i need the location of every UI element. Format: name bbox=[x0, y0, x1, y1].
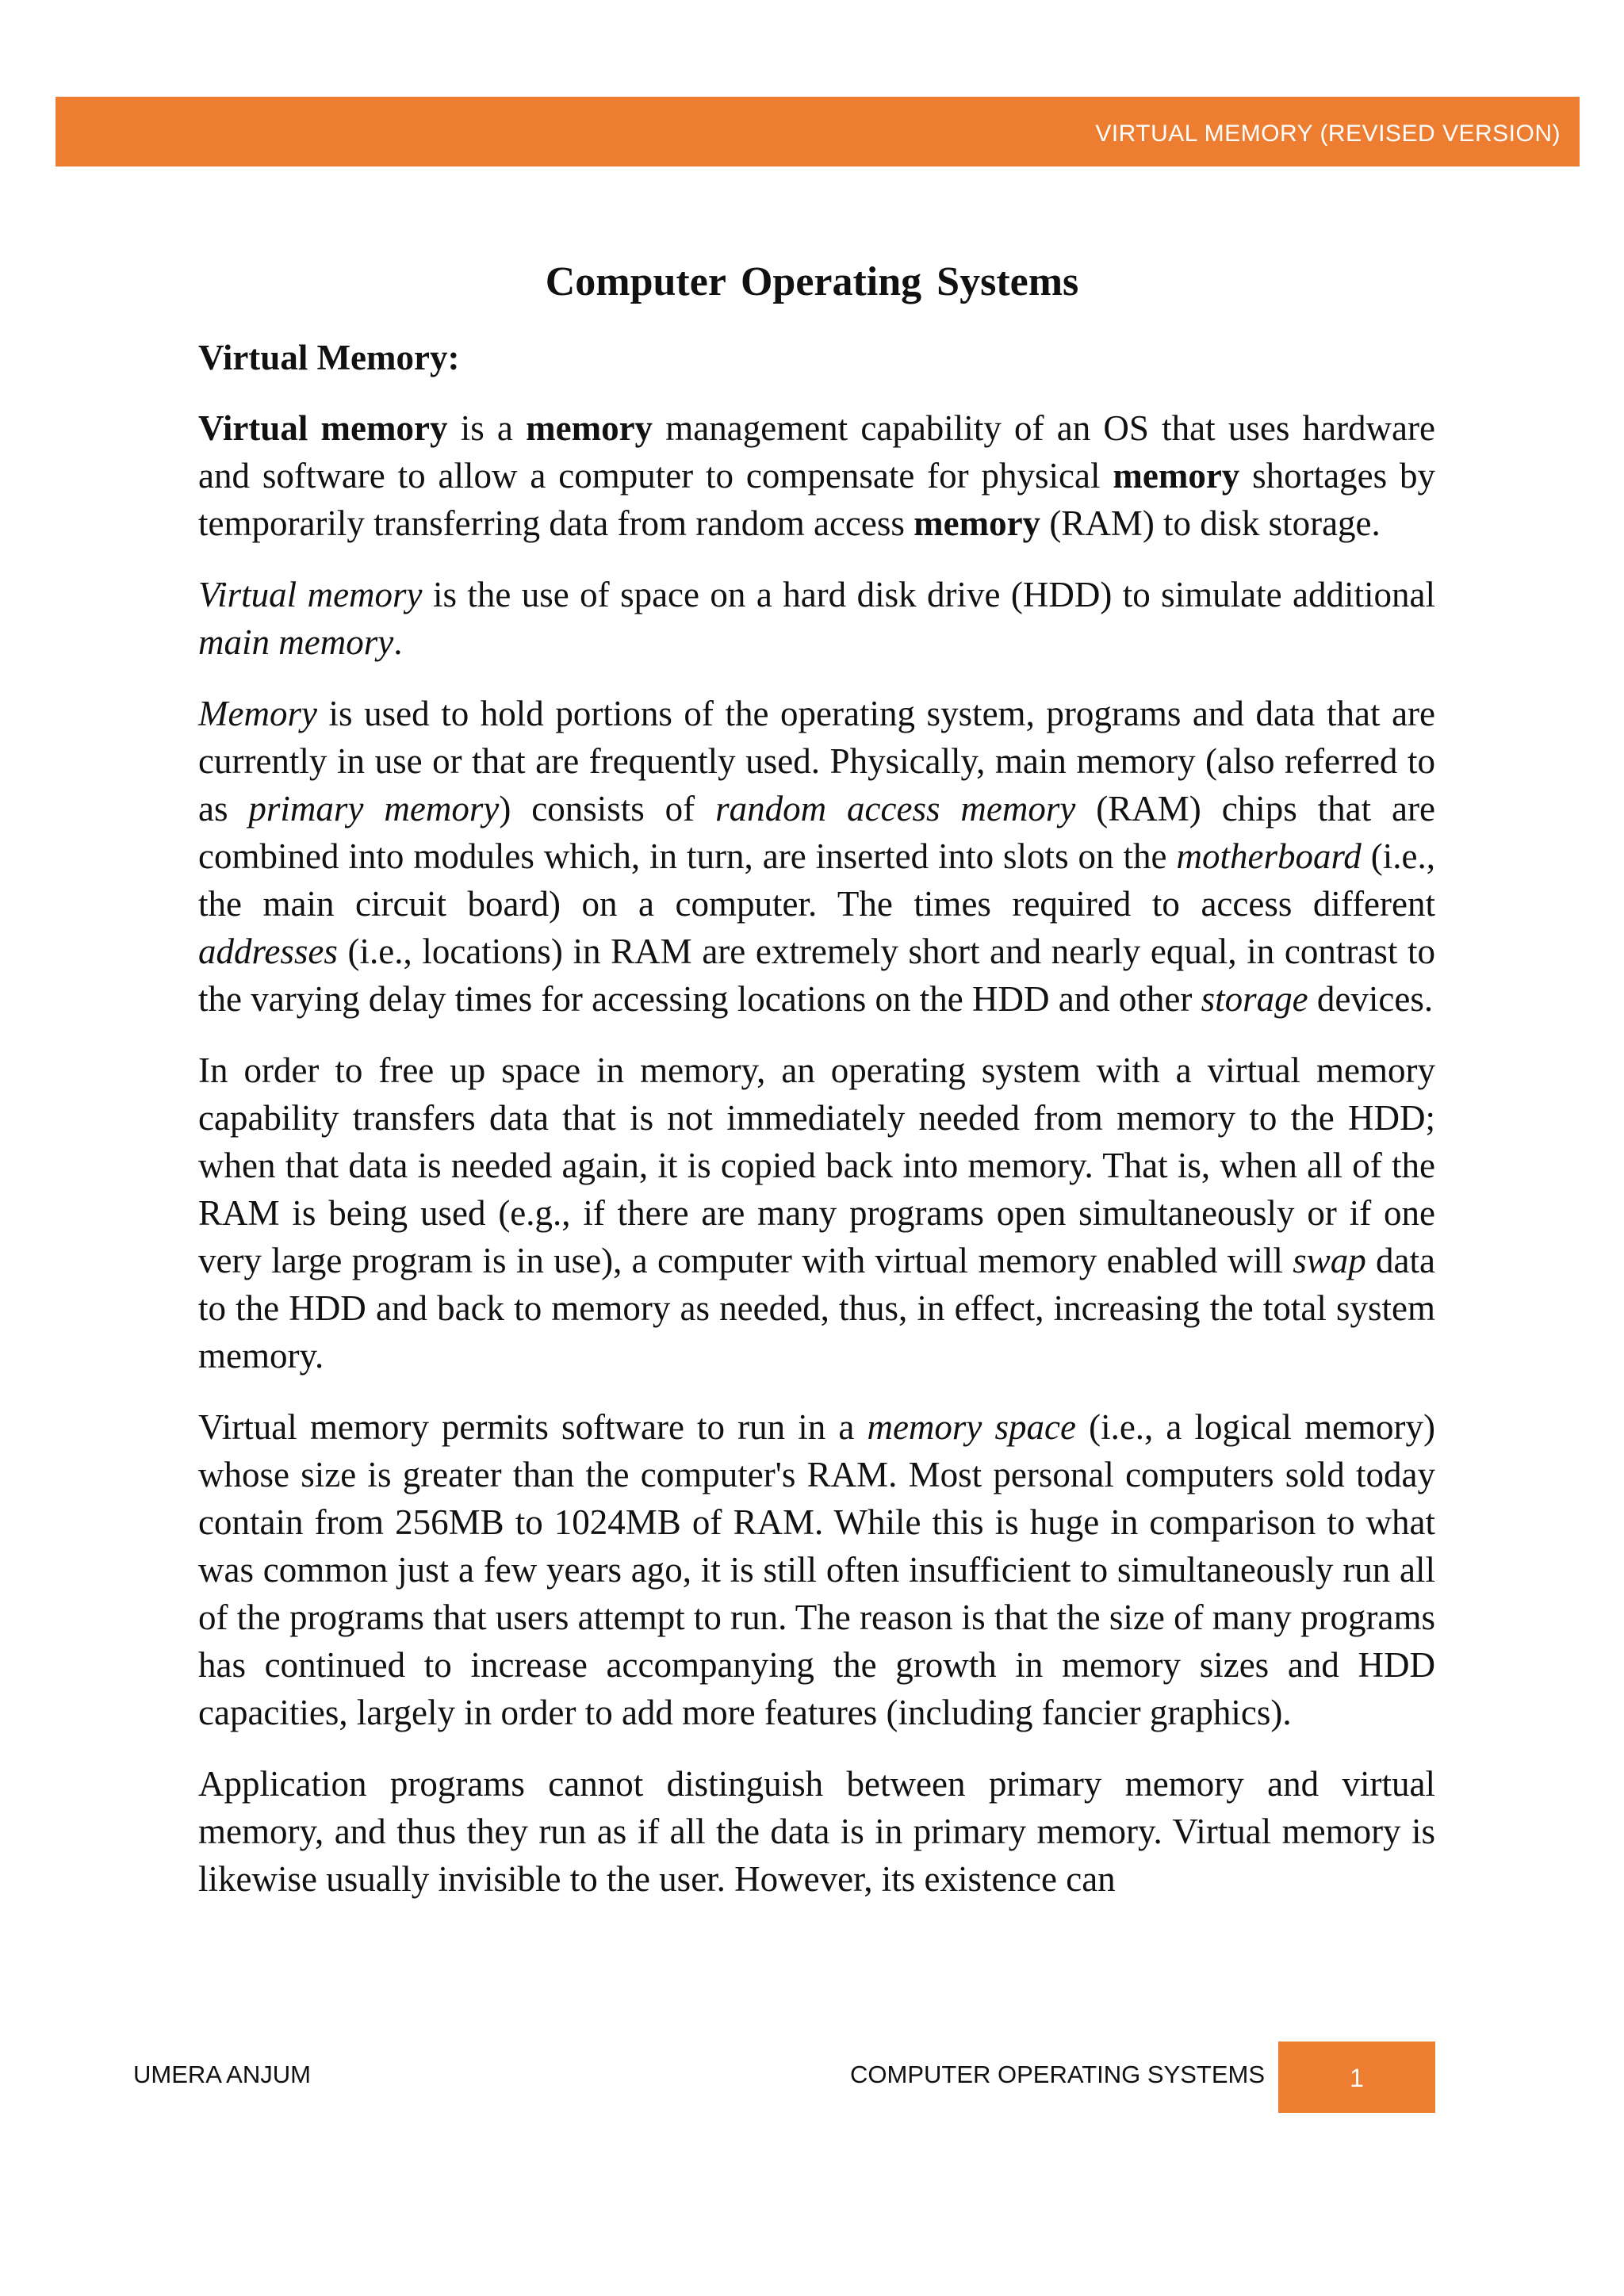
text-run: Virtual memory permits software to run in a bbox=[198, 1407, 868, 1447]
text-run: swap bbox=[1293, 1241, 1366, 1280]
footer-course: COMPUTER OPERATING SYSTEMS bbox=[850, 2061, 1266, 2088]
text-run: primary memory bbox=[248, 789, 500, 828]
text-run: is a bbox=[447, 408, 527, 448]
page-number: 1 bbox=[1350, 2064, 1364, 2092]
text-run: Virtual memory bbox=[198, 575, 423, 614]
text-run: Memory bbox=[198, 694, 317, 733]
header-title: VIRTUAL MEMORY (REVISED VERSION) bbox=[1095, 121, 1561, 147]
header-bar bbox=[56, 97, 1580, 166]
text-run: is the use of space on a hard disk drive (HDD) to simulate additional bbox=[422, 575, 1435, 614]
text-run: Virtual memory bbox=[198, 408, 448, 448]
text-run: (RAM) chips that are combined into modules which, in turn, are inserted into slots on the bbox=[198, 789, 1435, 876]
text-run: data to the HDD and back to memory as needed, thus, in effect, increasing the total system memory. bbox=[198, 1241, 1435, 1376]
page-footer bbox=[0, 2042, 1624, 2113]
paragraph-3 bbox=[198, 690, 1435, 1023]
text-run: memory bbox=[914, 503, 1041, 543]
page-title: Computer Operating Systems bbox=[545, 259, 1079, 304]
text-run: (i.e., the main circuit board) on a computer. The times required to access different bbox=[198, 836, 1435, 924]
paragraph-1 bbox=[198, 404, 1435, 547]
text-run: random access memory bbox=[715, 789, 1076, 828]
text-run: ) consists of bbox=[499, 789, 716, 828]
text-run: is used to hold portions of the operating system, programs and data that are currently in use or that are frequently used. Physically, main memory (also referred to as bbox=[198, 694, 1435, 828]
text-run: memory space bbox=[867, 1407, 1076, 1447]
text-run: devices. bbox=[1308, 979, 1434, 1019]
paragraph-5 bbox=[198, 1403, 1435, 1736]
text-run: (i.e., locations) in RAM are extremely short and nearly equal, in contrast to the varying delay times for accessing locations on the HDD and other bbox=[198, 932, 1435, 1019]
document-body bbox=[198, 404, 1435, 1927]
section-heading: Virtual Memory: bbox=[198, 338, 460, 377]
text-run: memory bbox=[526, 408, 653, 448]
text-run: (i.e., a logical memory) whose size is greater than the computer's RAM. Most personal computers sold today contain from 256MB to 1024MB of RAM. While this is huge in comparison to what was common just a few years ago, it is still often insufficient to simultaneously run all of the programs that users attempt to run. The reason is that the size of many programs has continued to increase accompanying the growth in memory sizes and HDD capacities, largely in order to add more features (including fancier graphics). bbox=[198, 1407, 1436, 1732]
text-run: Application programs cannot distinguish between primary memory and virtual memory, and thus they run as if all the data is in primary memory. Virtual memory is likewise usually invisible to the user. However, its existence can bbox=[198, 1764, 1435, 1899]
text-run: storage bbox=[1201, 979, 1308, 1019]
text-run: management capability of an OS that uses hardware and software to allow a computer to compensate for physical bbox=[198, 408, 1435, 496]
paragraph-4 bbox=[198, 1047, 1435, 1380]
text-run: memory bbox=[1113, 456, 1240, 496]
text-run: . bbox=[393, 622, 403, 662]
text-run: addresses bbox=[198, 932, 338, 971]
paragraph-2 bbox=[198, 571, 1435, 666]
paragraph-6 bbox=[198, 1760, 1435, 1903]
text-run: motherboard bbox=[1176, 836, 1362, 876]
footer-author: UMERA ANJUM bbox=[133, 2061, 311, 2088]
text-run: main memory bbox=[198, 622, 394, 662]
text-run: (RAM) to disk storage. bbox=[1040, 503, 1381, 543]
text-run: In order to free up space in memory, an operating system with a virtual memory capability transfers data that is not immediately needed from memory to the HDD; when that data is needed again, it is copied back into memory. That is, when all of the RAM is being used (e.g., if there are many programs open simultaneously or if one very large program is in use), a computer with virtual memory enabled will bbox=[198, 1050, 1435, 1280]
text-run: shortages by temporarily transferring data from random access bbox=[198, 456, 1436, 543]
page-number-box bbox=[1278, 2042, 1435, 2113]
